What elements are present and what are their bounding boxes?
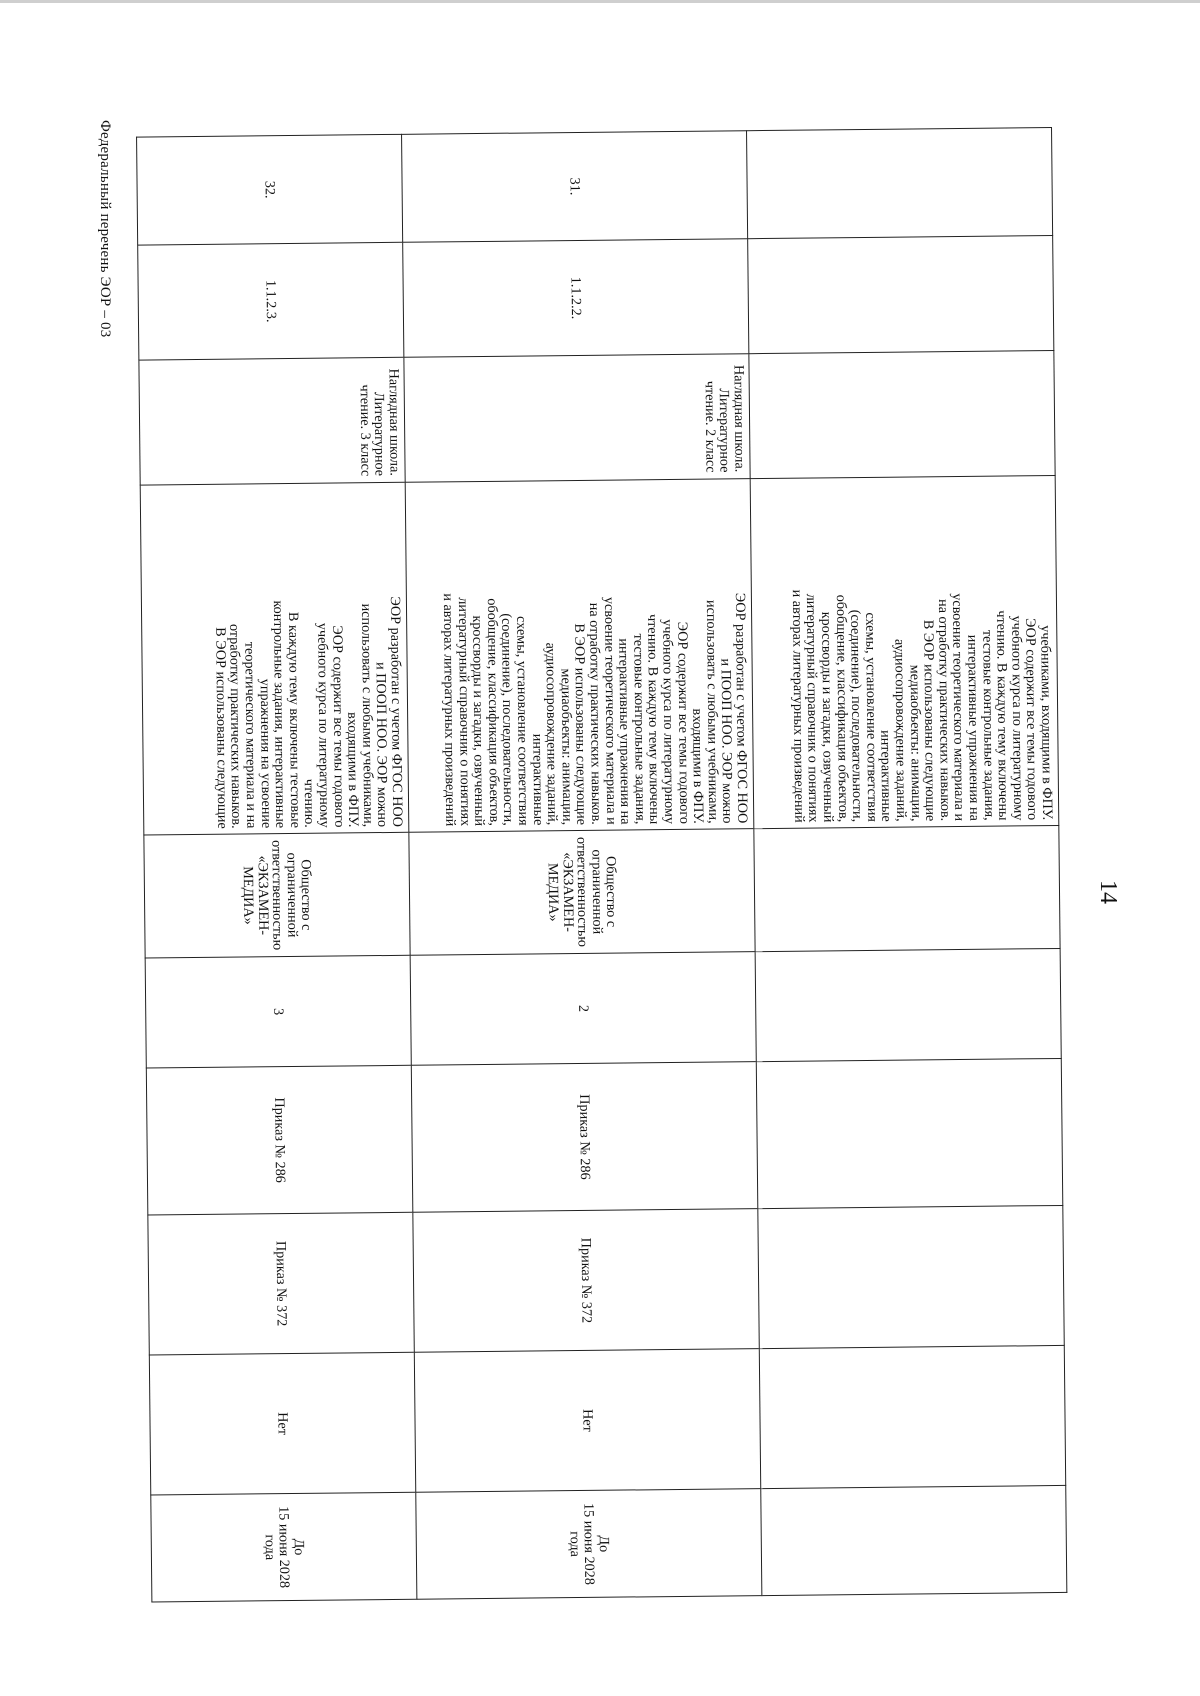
- page-footer: Федеральный перечень ЭОР – 03: [97, 120, 113, 338]
- description-text: учебниками, входящими в ФПУ. ЭОР содержит все темы годового учебного курса по литературному чтению. В каждую тему включены тестовые контрольные задания, интерактивные упражнения на усвоение теоретического материала и на отработку практических навыков. В ЭОР использованы следующие медиаобъекты: анимации, аудиосопровождение заданий, интерактивные схемы, установление соответствия (соединение), последовательности, обобщение, классификация объектов, кроссворды и загадки, озвученный литературный справочник о понятиях и авторах литературных произведений: [788, 589, 1056, 823]
- cell-supplier: Общество с ограниченной ответственностью «ЭКЗАМЕН- МЕДИА»: [409, 829, 755, 956]
- cell-code: 1.1.2.3.: [138, 242, 404, 360]
- description-text: ЭОР разработан с учетом ФГОС НОО и ПООП НОО. ЭОР можно использовать с любыми учебниками, входящими в ФПУ. ЭОР содержит все темы годового учебного курса по литературному чтению. В каждую тему включены тестовые контрольные задания, интерактивные упражнения на усвоение теоретического материала и на отработку практических навыков. В ЭОР использованы следующие: [212, 596, 406, 829]
- cell-description: [140, 482, 409, 835]
- cell-code: [748, 235, 1054, 353]
- cell-exclusive: Нет: [149, 1352, 415, 1495]
- cell-order-2: Приказ № 372: [148, 1212, 414, 1355]
- table-row-31: [402, 131, 762, 1600]
- cell-name: Наглядная школа. Литературное чтение. 2 класс: [404, 354, 750, 483]
- cell-grade: 2: [410, 952, 756, 1066]
- cell-code: 1.1.2.2.: [403, 239, 749, 358]
- table-row-continuation: [747, 128, 1067, 1596]
- cell-date: [761, 1485, 1067, 1595]
- cell-grade: [755, 948, 1061, 1061]
- cell-supplier: Общество с ограниченной ответственностью «ЭКЗАМЕН- МЕДИА»: [144, 832, 410, 958]
- cell-number: [747, 128, 1053, 239]
- cell-order-1: [756, 1058, 1063, 1208]
- cell-exclusive: [759, 1345, 1065, 1488]
- cell-number: 31.: [402, 131, 748, 243]
- cell-description: [750, 475, 1059, 828]
- cell-supplier: [754, 825, 1060, 951]
- cell-order-1: Приказ № 286: [146, 1065, 413, 1215]
- cell-order-1: Приказ № 286: [411, 1062, 758, 1213]
- cell-description: [405, 479, 754, 833]
- cell-date: До 15 июня 2028 года: [416, 1489, 762, 1600]
- table-row-32: [137, 134, 417, 1602]
- cell-name: Наглядная школа. Литературное чтение. 3 класс: [139, 357, 405, 485]
- eor-table: [136, 127, 1067, 1603]
- description-text: ЭОР разработан с учетом ФГОС НОО и ПООП НОО. ЭОР можно использовать с любыми учебниками, входящими в ФПУ. ЭОР содержит все темы годового учебного курса по литературному чтению. В каждую тему включены тестовые контрольные задания, интерактивные упражнения на усвоение теоретического материала и на отработку практических навыков. В ЭОР использованы следующие медиаобъекты: анимации, аудиосопровождение заданий, интерактивные схемы, установление соответствия (соединение), последовательности, обобщение, классификация объектов, кроссворды и загадки, озвученный литературный справочник о понятиях и авторах литературных произведений: [439, 592, 751, 827]
- cell-date: До 15 июня 2028 года: [151, 1492, 417, 1602]
- cell-number: 32.: [137, 134, 403, 245]
- cell-grade: 3: [145, 955, 411, 1068]
- cell-order-2: Приказ № 372: [413, 1209, 759, 1353]
- cell-name: [749, 350, 1055, 478]
- cell-exclusive: Нет: [414, 1349, 760, 1493]
- page-number: 14: [1095, 880, 1121, 904]
- cell-order-2: [758, 1205, 1064, 1348]
